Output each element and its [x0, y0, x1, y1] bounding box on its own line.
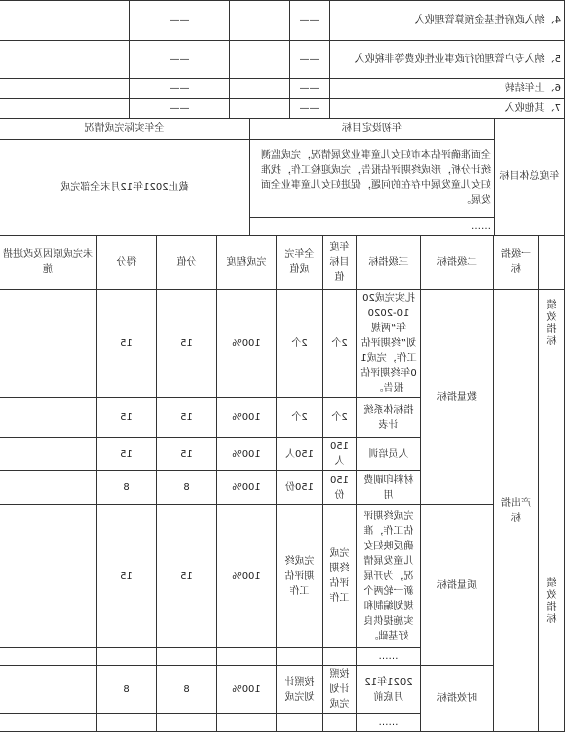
revenue-value: ——: [130, 1, 230, 41]
level2-quantity: 数量指标: [421, 290, 494, 505]
indicator-completion: 100%: [217, 438, 277, 471]
level2-quality: 质量指标: [421, 505, 494, 666]
indicator-name: 人员培训: [357, 438, 421, 471]
indicator-reason: [0, 648, 97, 666]
indicator-header-row: [0, 236, 565, 290]
indicator-actual: 150份: [277, 471, 323, 505]
indicator-score: 15: [97, 438, 157, 471]
indicator-weight: 8: [157, 666, 217, 714]
planned-goal-text: 全面准确评估本市妇女儿童事业发展情况，完成监测统计分析，形成终期评估报告，完成迎检工作，找准妇女儿童发展中存在的问题，促进妇女儿童事业全面发展。: [250, 139, 495, 217]
indicator-actual: [277, 648, 323, 666]
revenue-value: ——: [130, 79, 230, 99]
revenue-blank: [230, 99, 290, 119]
revenue-value: ——: [290, 1, 330, 41]
indicator-weight: [157, 714, 217, 732]
indicator-weight: 15: [157, 398, 217, 438]
revenue-value: ——: [130, 41, 230, 79]
indicator-completion: 100%: [217, 666, 277, 714]
revenue-label: 5、纳入专户管理的行政事业性收费等非税收入: [330, 41, 565, 79]
indicator-name: 扎实完成2010-2020年“两规划”终期评估工作，完成10年终期评估报告。: [357, 290, 421, 398]
indicator-table: [0, 236, 565, 732]
level1-performance-bottom: 绩效指标: [546, 577, 561, 625]
revenue-label: 4、纳入政府性基金预算管理收入: [330, 1, 565, 41]
indicator-completion: 100%: [217, 290, 277, 398]
revenue-value: ——: [290, 99, 330, 119]
level2-output: 产出指标: [494, 290, 539, 732]
indicator-reason: [0, 438, 97, 471]
indicator-completion: 100%: [217, 398, 277, 438]
indicator-target: [323, 714, 357, 732]
level1-performance: 绩效指标: [546, 299, 561, 347]
indicator-name: ……: [357, 714, 421, 732]
indicator-actual: [277, 714, 323, 732]
revenue-value: ——: [290, 41, 330, 79]
indicator-actual: 2个: [277, 398, 323, 438]
indicator-target: [323, 648, 357, 666]
indicator-target: 2个: [323, 398, 357, 438]
indicator-target: 按照计划完成: [323, 666, 357, 714]
indicator-reason: [0, 714, 97, 732]
indicator-target: 150人: [323, 438, 357, 471]
revenue-value: ——: [290, 79, 330, 99]
indicator-actual: 2个: [277, 290, 323, 398]
indicator-actual: 按照计划完成: [277, 666, 323, 714]
revenue-blank: [230, 1, 290, 41]
indicator-score: 8: [97, 666, 157, 714]
indicator-completion: [217, 648, 277, 666]
indicator-score: [97, 714, 157, 732]
indicator-row: [0, 666, 565, 714]
actual-completion-header: 全年实际完成情况: [0, 119, 250, 139]
goal-table: [0, 119, 565, 236]
revenue-label: 6、上年结转: [330, 79, 565, 99]
level2-timeliness: 时效指标: [421, 666, 494, 732]
revenue-blank: [0, 79, 130, 99]
indicator-weight: [157, 648, 217, 666]
indicator-actual: 完成终期评估工作: [277, 505, 323, 648]
revenue-label: 7、其他收入: [330, 99, 565, 119]
revenue-blank: [230, 79, 290, 99]
indicator-reason: [0, 505, 97, 648]
header-score: 得分: [97, 236, 157, 290]
header-level3: 三级指标: [357, 236, 421, 290]
indicator-name: ……: [357, 648, 421, 666]
indicator-reason: [0, 666, 97, 714]
revenue-row: [0, 1, 565, 41]
revenue-blank: [0, 1, 130, 41]
revenue-row: [0, 79, 565, 99]
level1-cell: [539, 290, 565, 732]
header-actual: 全年完成值: [277, 236, 323, 290]
indicator-score: 15: [97, 398, 157, 438]
indicator-reason: [0, 290, 97, 398]
header-level1: 一级指标: [494, 236, 539, 290]
indicator-completion: 100%: [217, 505, 277, 648]
header-level2: 二级指标: [421, 236, 494, 290]
indicator-name: 完成终期评估工作，准确反映妇女儿童发展情况，为开展新一轮两个规划编制和实施提供良好基础。: [357, 505, 421, 648]
revenue-table: [0, 0, 565, 119]
revenue-blank: [0, 41, 130, 79]
indicator-actual: 150人: [277, 438, 323, 471]
goal-ellipsis: ……: [250, 217, 495, 235]
indicator-score: 15: [97, 290, 157, 398]
indicator-completion: [217, 714, 277, 732]
indicator-weight: 15: [157, 290, 217, 398]
revenue-value: ——: [130, 99, 230, 119]
indicator-score: 15: [97, 505, 157, 648]
indicator-target: 150份: [323, 471, 357, 505]
indicator-reason: [0, 471, 97, 505]
header-reason: 未完成原因及改进措施: [0, 236, 97, 290]
indicator-name: 2021年12月底前: [357, 666, 421, 714]
indicator-row: [0, 290, 565, 398]
indicator-weight: 15: [157, 505, 217, 648]
annual-goal-label: 年度总体目标: [495, 119, 565, 235]
indicator-weight: 15: [157, 438, 217, 471]
revenue-blank: [230, 41, 290, 79]
header-annual-target: 年度目标值: [323, 236, 357, 290]
header-completion: 完成程度: [217, 236, 277, 290]
indicator-target: 2个: [323, 290, 357, 398]
header-weight: 分值: [157, 236, 217, 290]
indicator-reason: [0, 398, 97, 438]
indicator-name: 指标体系统计表: [357, 398, 421, 438]
indicator-target: 完成终期评估工作: [323, 505, 357, 648]
header-blank: [539, 236, 565, 290]
actual-completion-text: 截止2021年12月末全部完成: [0, 139, 250, 235]
indicator-score: 8: [97, 471, 157, 505]
indicator-row: [0, 505, 565, 648]
revenue-row: [0, 41, 565, 79]
revenue-row: [0, 99, 565, 119]
indicator-completion: 100%: [217, 471, 277, 505]
revenue-blank: [0, 99, 130, 119]
indicator-score: [97, 648, 157, 666]
indicator-weight: 8: [157, 471, 217, 505]
planned-goal-header: 年初设定目标: [250, 119, 495, 139]
indicator-name: 材料印刷费用: [357, 471, 421, 505]
